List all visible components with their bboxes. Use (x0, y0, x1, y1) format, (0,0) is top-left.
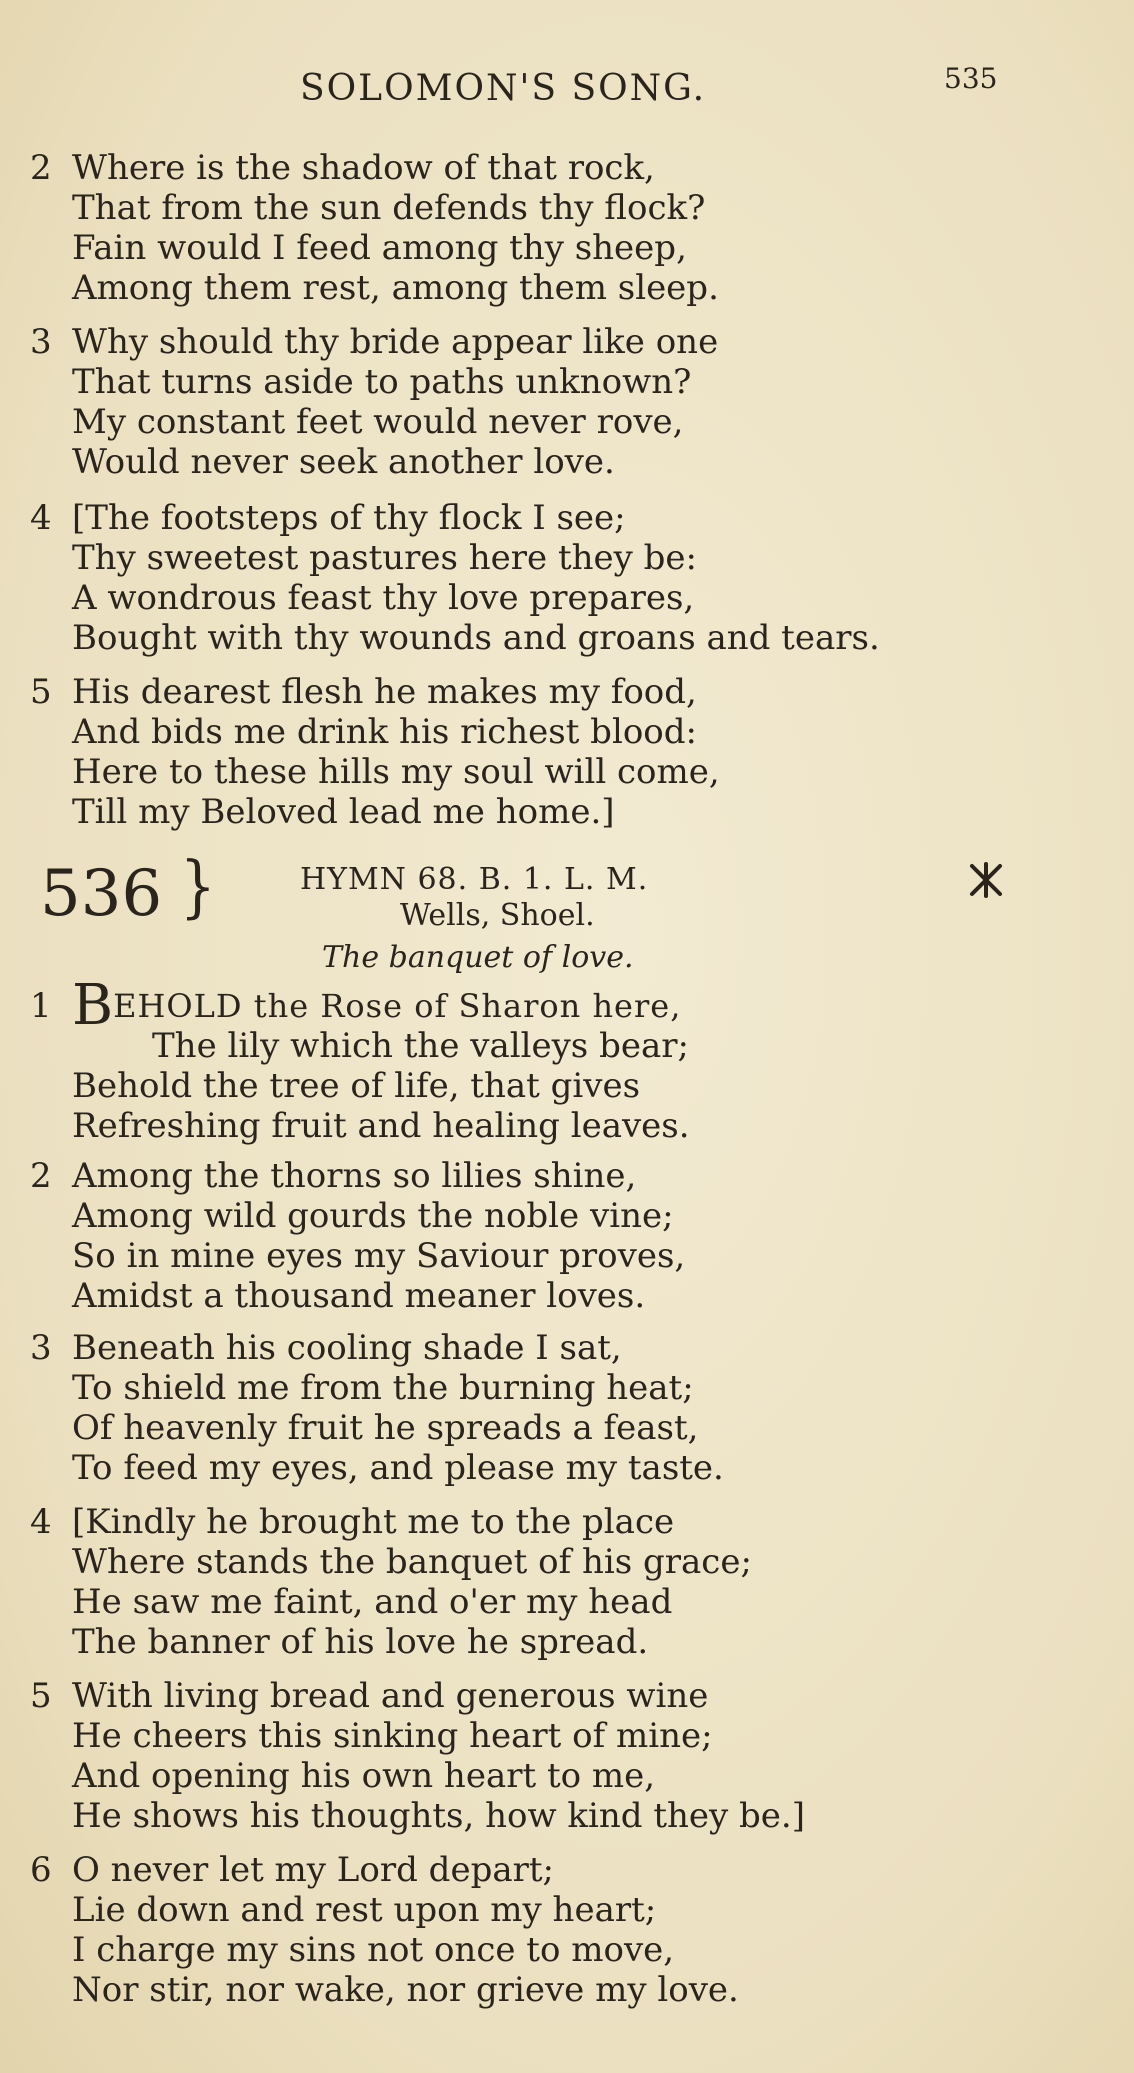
verse-line: And bids me drink his richest blood: (72, 712, 697, 752)
hymn-subtitle: The banquet of love. (322, 940, 634, 975)
verse-line: Nor stir, nor wake, nor grieve my love. (72, 1970, 739, 2010)
verse-5 (30, 672, 720, 832)
hymn-heading: HYMN 68. B. 1. L. M. (300, 862, 649, 897)
verse-number: 1 (30, 986, 52, 1026)
verse-4 (30, 498, 880, 658)
hymn-verse-6 (30, 1850, 739, 2010)
verse-number: 3 (30, 322, 52, 362)
verse-line: Would never seek another love. (72, 442, 615, 482)
verse-line: He shows his thoughts, how kind they be.] (72, 1796, 805, 1836)
verse-line: Refreshing fruit and healing leaves. (72, 1106, 690, 1146)
verse-number: 5 (30, 1676, 52, 1716)
verse-number: 4 (30, 498, 52, 538)
verse-line: To feed my eyes, and please my taste. (72, 1448, 724, 1488)
verse-line: That turns aside to paths unknown? (72, 362, 692, 402)
verse-2 (30, 148, 719, 308)
verse-line: Fain would I feed among thy sheep, (72, 228, 687, 268)
hymn-verse-3 (30, 1328, 724, 1488)
verse-line: The banner of his love he spread. (72, 1622, 649, 1662)
verse-line: Here to these hills my soul will come, (72, 752, 720, 792)
verse-line: Among wild gourds the noble vine; (72, 1196, 674, 1236)
hymn-verse-2 (30, 1156, 685, 1316)
verse-number: 3 (30, 1328, 52, 1368)
verse-line: Amidst a thousand meaner loves. (72, 1276, 646, 1316)
verse-line: EHOLD the Rose of Sharon here, (113, 987, 682, 1025)
verse-line: Behold the tree of life, that gives (72, 1066, 641, 1106)
verse-line: The lily which the valleys bear; (152, 1026, 689, 1066)
verse-line: His dearest flesh he makes my food, (72, 672, 697, 712)
brace-icon: } (180, 848, 216, 927)
verse-line: Beneath his cooling shade I sat, (72, 1328, 622, 1368)
verse-line: Where is the shadow of that rock, (72, 148, 655, 188)
verse-line: To shield me from the burning heat; (72, 1368, 694, 1408)
verse-line: He saw me faint, and o'er my head (72, 1582, 673, 1622)
verse-line: My constant feet would never rove, (72, 402, 684, 442)
verse-line: And opening his own heart to me, (72, 1756, 656, 1796)
verse-line: Where stands the banquet of his grace; (72, 1542, 752, 1582)
verse-line: I charge my sins not once to move, (72, 1930, 675, 1970)
verse-line: He cheers this sinking heart of mine; (72, 1716, 713, 1756)
running-header-title: SOLOMON'S SONG. (300, 68, 707, 109)
verse-number: 5 (30, 672, 52, 712)
verse-line: Why should thy bride appear like one (72, 322, 719, 362)
hymn-verse-5 (30, 1676, 805, 1836)
hymn-verse-1 (30, 973, 690, 1146)
verse-line: Of heavenly fruit he spreads a feast, (72, 1408, 699, 1448)
verse-line: O never let my Lord depart; (72, 1850, 554, 1890)
verse-line: So in mine eyes my Saviour proves, (72, 1236, 686, 1276)
verse-line: Among the thorns so lilies shine, (72, 1156, 637, 1196)
verse-3 (30, 322, 718, 482)
drop-cap: B (72, 973, 114, 1038)
verse-line: Thy sweetest pastures here they be: (72, 538, 697, 578)
verse-number: 2 (30, 148, 52, 188)
hymn-number: 536 (40, 857, 163, 931)
verse-line: With living bread and generous wine (72, 1676, 709, 1716)
hymn-verse-4 (30, 1502, 752, 1662)
verse-line: [The footsteps of thy flock I see; (72, 498, 626, 538)
asterism-ornament-icon (966, 860, 1006, 900)
verse-number: 6 (30, 1850, 52, 1890)
verse-line: Bought with thy wounds and groans and tears. (72, 618, 880, 658)
hymn-tune: Wells, Shoel. (400, 898, 595, 933)
verse-line: Among them rest, among them sleep. (72, 268, 719, 308)
verse-line: Lie down and rest upon my heart; (72, 1890, 657, 1930)
verse-line: [Kindly he brought me to the place (72, 1502, 675, 1542)
page-number: 535 (944, 62, 998, 95)
verse-line: That from the sun defends thy flock? (72, 188, 706, 228)
verse-number: 4 (30, 1502, 52, 1542)
verse-line: A wondrous feast thy love prepares, (72, 578, 695, 618)
verse-number: 2 (30, 1156, 52, 1196)
verse-line: Till my Beloved lead me home.] (72, 792, 615, 832)
